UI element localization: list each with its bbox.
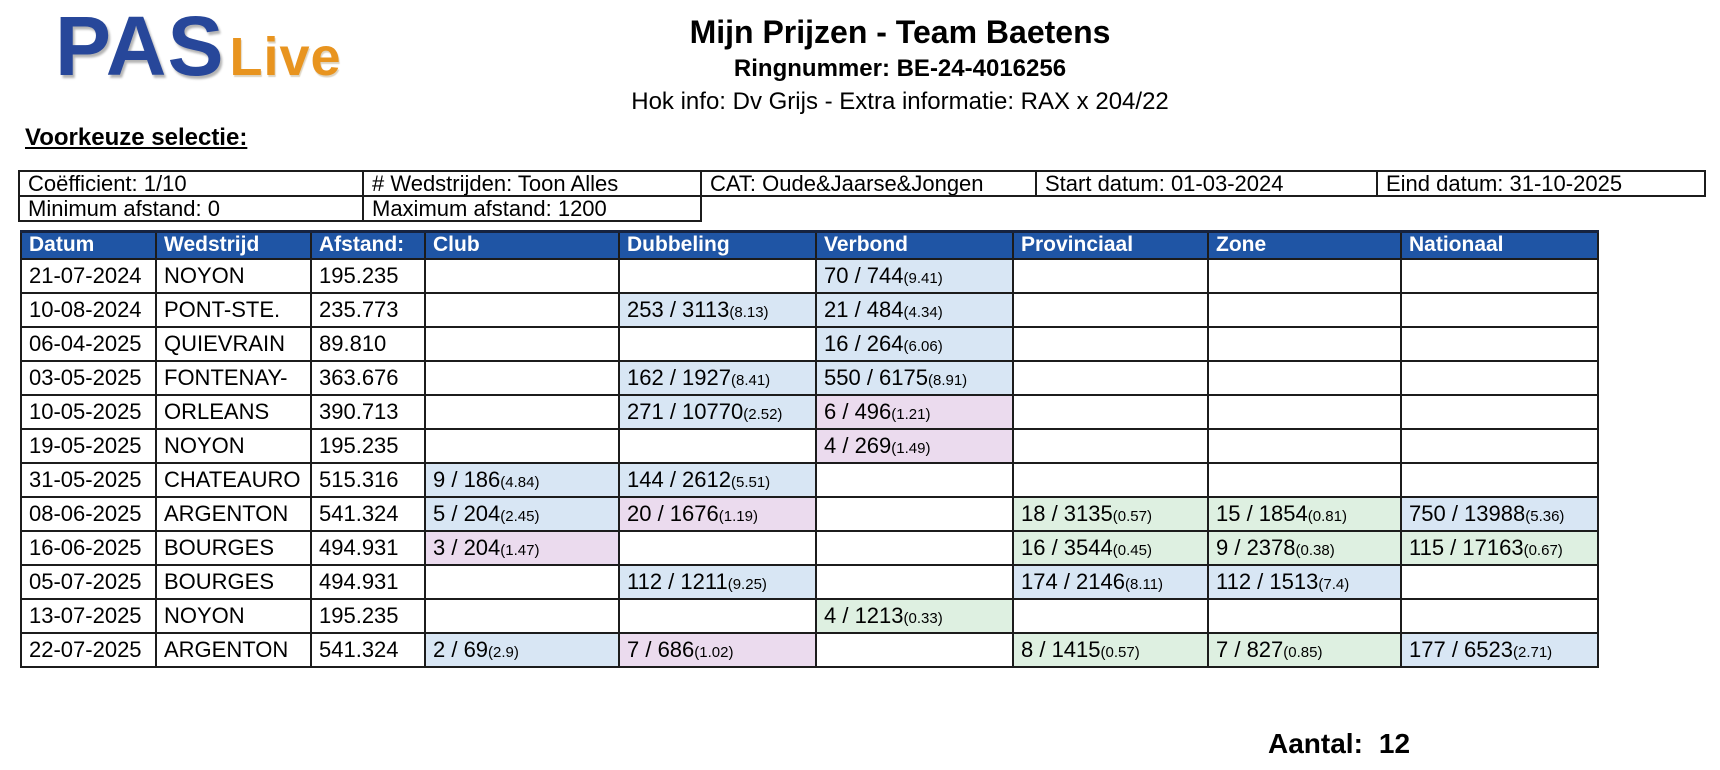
prize-coefficient: (0.38) (1295, 541, 1335, 559)
cell-verbond (816, 463, 1013, 497)
cell-wedstrijd: NOYON (156, 429, 311, 463)
cell-provinciaal (1013, 395, 1208, 429)
column-header-dubbeling: Dubbeling (619, 232, 816, 259)
cell-wedstrijd: CHATEAURO (156, 463, 311, 497)
cell-provinciaal (1013, 531, 1208, 565)
cell-nationaal (1401, 361, 1598, 395)
table-row (21, 429, 1598, 463)
cell-afstand: 195.235 (311, 599, 425, 633)
cell-dubbeling (619, 531, 816, 565)
prize-value: 4 / 269 (824, 432, 892, 458)
prize-value: 162 / 1927 (627, 364, 731, 390)
cell-provinciaal (1013, 429, 1208, 463)
cell-datum: 10-08-2024 (21, 293, 156, 327)
cell-verbond (816, 633, 1013, 667)
cell-dubbeling (619, 599, 816, 633)
results-table (20, 230, 1599, 668)
cell-wedstrijd: ARGENTON (156, 633, 311, 667)
cell-wedstrijd: QUIEVRAIN (156, 327, 311, 361)
cell-dubbeling (619, 293, 816, 327)
cell-afstand: 541.324 (311, 497, 425, 531)
cell-provinciaal (1013, 327, 1208, 361)
cell-club (425, 429, 619, 463)
prize-value: 16 / 3544 (1021, 534, 1113, 560)
cell-datum: 05-07-2025 (21, 565, 156, 599)
table-row (21, 565, 1598, 599)
cell-dubbeling (619, 565, 816, 599)
prize-value: 16 / 264 (824, 330, 904, 356)
cell-club (425, 395, 619, 429)
prize-value: 177 / 6523 (1409, 636, 1513, 662)
column-header-club: Club (425, 232, 619, 259)
cell-nationaal (1401, 293, 1598, 327)
cell-afstand: 363.676 (311, 361, 425, 395)
cell-afstand: 541.324 (311, 633, 425, 667)
page-title: Mijn Prijzen - Team Baetens (689, 14, 1111, 50)
filter-row-1 (18, 170, 1706, 197)
cell-club (425, 293, 619, 327)
prize-coefficient: (2.52) (743, 405, 783, 423)
prize-value: 15 / 1854 (1216, 500, 1308, 526)
cell-datum: 31-05-2025 (21, 463, 156, 497)
cell-datum: 03-05-2025 (21, 361, 156, 395)
cell-wedstrijd: BOURGES (156, 565, 311, 599)
prize-value: 20 / 1676 (627, 500, 719, 526)
cell-wedstrijd: BOURGES (156, 531, 311, 565)
cell-wedstrijd: NOYON (156, 259, 311, 293)
prize-coefficient: (4.34) (903, 303, 943, 321)
cell-datum: 06-04-2025 (21, 327, 156, 361)
cell-verbond (816, 599, 1013, 633)
prize-coefficient: (0.57) (1112, 507, 1152, 525)
prize-value: 21 / 484 (824, 296, 904, 322)
prize-coefficient: (0.67) (1523, 541, 1563, 559)
prize-value: 6 / 496 (824, 398, 892, 424)
total-count-label: Aantal: (1268, 728, 1363, 759)
prize-coefficient: (2.9) (488, 643, 519, 661)
cell-nationaal (1401, 259, 1598, 293)
cell-afstand: 390.713 (311, 395, 425, 429)
cell-dubbeling (619, 327, 816, 361)
cell-zone (1208, 395, 1401, 429)
cell-zone (1208, 599, 1401, 633)
cell-dubbeling (619, 395, 816, 429)
prize-value: 271 / 10770 (627, 398, 744, 424)
total-count-value: 12 (1378, 728, 1411, 759)
table-row (21, 633, 1598, 667)
cell-wedstrijd: PONT-STE. (156, 293, 311, 327)
cell-wedstrijd: ORLEANS (156, 395, 311, 429)
prize-value: 7 / 686 (627, 636, 695, 662)
column-header-verbond: Verbond (816, 232, 1013, 259)
prize-coefficient: (0.57) (1100, 643, 1140, 661)
cell-zone (1208, 463, 1401, 497)
filter-min-distance: Minimum afstand: 0 (18, 195, 364, 222)
cell-zone (1208, 429, 1401, 463)
cell-club (425, 361, 619, 395)
cell-nationaal (1401, 633, 1598, 667)
cell-zone (1208, 531, 1401, 565)
filter-panel (18, 170, 1706, 222)
prize-value: 112 / 1513 (1216, 568, 1319, 594)
cell-dubbeling (619, 497, 816, 531)
cell-verbond (816, 395, 1013, 429)
prize-value: 4 / 1213 (824, 602, 904, 628)
cell-provinciaal (1013, 463, 1208, 497)
prize-value: 174 / 2146 (1021, 568, 1125, 594)
prize-coefficient: (1.49) (891, 439, 931, 457)
pas-live-logo (55, 0, 342, 93)
cell-verbond (816, 361, 1013, 395)
cell-nationaal (1401, 497, 1598, 531)
prize-coefficient: (5.36) (1525, 507, 1565, 525)
prize-coefficient: (2.71) (1512, 643, 1553, 661)
cell-zone (1208, 327, 1401, 361)
cell-afstand: 89.810 (311, 327, 425, 361)
prize-value: 550 / 6175 (824, 364, 928, 390)
table-row (21, 497, 1598, 531)
prize-coefficient: (0.33) (903, 609, 943, 627)
cell-verbond (816, 565, 1013, 599)
cell-nationaal (1401, 565, 1598, 599)
cell-zone (1208, 497, 1401, 531)
cell-datum: 16-06-2025 (21, 531, 156, 565)
prize-value: 112 / 1211 (627, 568, 728, 594)
cell-verbond (816, 429, 1013, 463)
results-table-wrapper (20, 230, 1599, 668)
prize-value: 9 / 186 (433, 466, 501, 492)
prize-coefficient: (1.21) (891, 405, 931, 423)
cell-zone (1208, 633, 1401, 667)
prize-value: 70 / 744 (824, 262, 904, 288)
cell-datum: 22-07-2025 (21, 633, 156, 667)
cell-wedstrijd: NOYON (156, 599, 311, 633)
prize-coefficient: (6.06) (903, 337, 943, 355)
prize-value: 9 / 2378 (1216, 534, 1296, 560)
cell-club (425, 633, 619, 667)
prize-value: 750 / 13988 (1409, 500, 1526, 526)
table-row (21, 361, 1598, 395)
prize-coefficient: (0.45) (1112, 541, 1152, 559)
cell-provinciaal (1013, 293, 1208, 327)
table-row (21, 259, 1598, 293)
prize-value: 3 / 204 (433, 534, 501, 560)
filter-start-date: Start datum: 01-03-2024 (1035, 170, 1378, 197)
prize-coefficient: (9.41) (903, 269, 943, 287)
prize-coefficient: (4.84) (500, 473, 540, 491)
prize-coefficient: (1.19) (718, 507, 758, 525)
prize-coefficient: (0.85) (1283, 643, 1323, 661)
table-row (21, 531, 1598, 565)
cell-zone (1208, 565, 1401, 599)
table-header-row (21, 232, 1598, 259)
cell-club (425, 565, 619, 599)
cell-datum: 21-07-2024 (21, 259, 156, 293)
prize-value: 8 / 1415 (1021, 636, 1101, 662)
cell-afstand: 494.931 (311, 565, 425, 599)
prize-value: 18 / 3135 (1021, 500, 1113, 526)
cell-club (425, 531, 619, 565)
cell-datum: 13-07-2025 (21, 599, 156, 633)
cell-dubbeling (619, 463, 816, 497)
cell-provinciaal (1013, 565, 1208, 599)
cell-club (425, 463, 619, 497)
cell-afstand: 195.235 (311, 259, 425, 293)
cell-provinciaal (1013, 633, 1208, 667)
column-header-nationaal: Nationaal (1401, 232, 1598, 259)
cell-provinciaal (1013, 497, 1208, 531)
prize-coefficient: (5.51) (730, 473, 771, 491)
filter-end-date: Eind datum: 31-10-2025 (1376, 170, 1706, 197)
cell-afstand: 235.773 (311, 293, 425, 327)
cell-datum: 19-05-2025 (21, 429, 156, 463)
cell-club (425, 327, 619, 361)
table-row (21, 327, 1598, 361)
cell-verbond (816, 497, 1013, 531)
filter-row-2 (18, 195, 1706, 222)
logo-text-live: Live (229, 27, 342, 87)
prize-value: 253 / 3113 (627, 296, 730, 322)
prize-coefficient: (8.11) (1124, 575, 1164, 593)
prize-coefficient: (0.81) (1307, 507, 1347, 525)
cell-verbond (816, 531, 1013, 565)
cell-dubbeling (619, 361, 816, 395)
results-tbody (21, 259, 1598, 667)
cell-wedstrijd: FONTENAY- (156, 361, 311, 395)
cell-wedstrijd: ARGENTON (156, 497, 311, 531)
table-row (21, 293, 1598, 327)
prize-coefficient: (8.41) (730, 371, 771, 389)
cell-afstand: 515.316 (311, 463, 425, 497)
column-header-zone: Zone (1208, 232, 1401, 259)
cell-afstand: 195.235 (311, 429, 425, 463)
prize-coefficient: (2.45) (500, 507, 540, 525)
prize-coefficient: (1.47) (500, 541, 540, 559)
prize-coefficient: (8.13) (729, 303, 769, 321)
loft-info: Hok info: Dv Grijs - Extra informatie: RAX x 204/22 (631, 88, 1169, 115)
cell-verbond (816, 259, 1013, 293)
cell-nationaal (1401, 599, 1598, 633)
prize-value: 115 / 17163 (1409, 534, 1524, 560)
table-row (21, 599, 1598, 633)
cell-nationaal (1401, 531, 1598, 565)
cell-zone (1208, 293, 1401, 327)
selection-heading: Voorkeuze selectie: (25, 124, 248, 151)
column-header-datum: Datum (21, 232, 156, 259)
prize-coefficient: (8.91) (927, 371, 968, 389)
cell-zone (1208, 361, 1401, 395)
filter-wedstrijden: # Wedstrijden: Toon Alles (362, 170, 702, 197)
cell-dubbeling (619, 259, 816, 293)
cell-verbond (816, 293, 1013, 327)
filter-max-distance: Maximum afstand: 1200 (362, 195, 702, 222)
prize-value: 2 / 69 (433, 636, 489, 662)
column-header-wedstrijd: Wedstrijd (156, 232, 311, 259)
filter-category: CAT: Oude&Jaarse&Jongen (700, 170, 1037, 197)
cell-nationaal (1401, 327, 1598, 361)
prize-value: 7 / 827 (1216, 636, 1284, 662)
cell-nationaal (1401, 463, 1598, 497)
cell-provinciaal (1013, 361, 1208, 395)
cell-nationaal (1401, 429, 1598, 463)
column-header-afstand: Afstand: (311, 232, 425, 259)
prize-value: 5 / 204 (433, 500, 501, 526)
prize-value: 144 / 2612 (627, 466, 731, 492)
prize-coefficient: (9.25) (727, 575, 767, 593)
filter-coefficient: Coëfficient: 1/10 (18, 170, 364, 197)
cell-zone (1208, 259, 1401, 293)
logo-text-pas: PAS (55, 0, 225, 93)
prize-coefficient: (1.02) (694, 643, 734, 661)
cell-nationaal (1401, 395, 1598, 429)
cell-club (425, 497, 619, 531)
cell-datum: 10-05-2025 (21, 395, 156, 429)
cell-verbond (816, 327, 1013, 361)
page-header (631, 12, 1169, 118)
column-header-provinciaal: Provinciaal (1013, 232, 1208, 259)
cell-datum: 08-06-2025 (21, 497, 156, 531)
cell-dubbeling (619, 429, 816, 463)
table-row (21, 395, 1598, 429)
total-count (1268, 728, 1410, 760)
cell-provinciaal (1013, 259, 1208, 293)
ring-number: Ringnummer: BE-24-4016256 (733, 55, 1067, 82)
cell-dubbeling (619, 633, 816, 667)
prize-coefficient: (7.4) (1318, 575, 1350, 593)
cell-club (425, 259, 619, 293)
table-row (21, 463, 1598, 497)
cell-club (425, 599, 619, 633)
cell-provinciaal (1013, 599, 1208, 633)
cell-afstand: 494.931 (311, 531, 425, 565)
